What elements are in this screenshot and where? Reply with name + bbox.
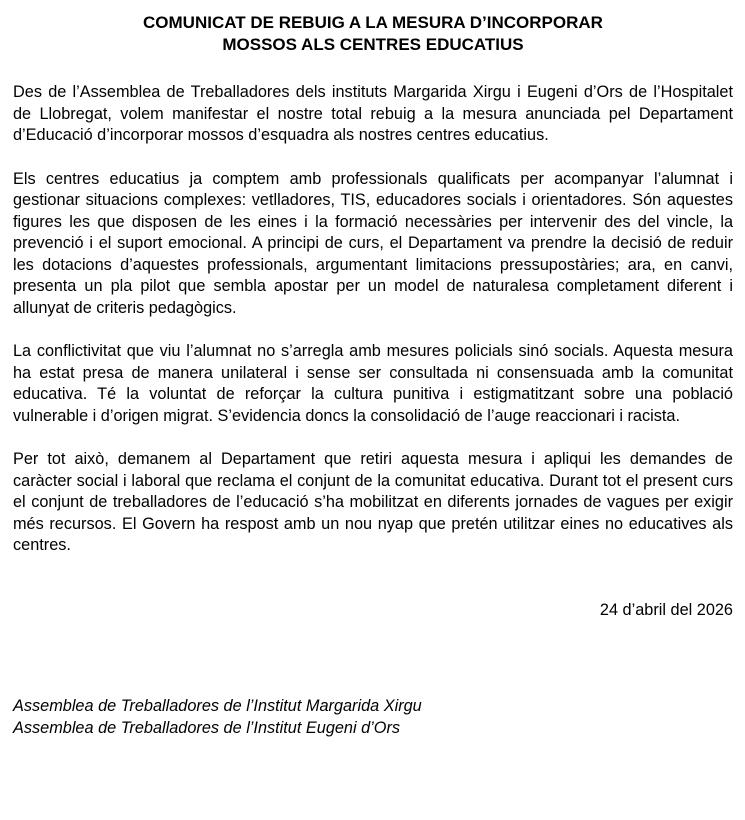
signatures-block — [13, 696, 733, 739]
title-line-1: COMUNICAT DE REBUIG A LA MESURA D’INCORPORAR — [143, 13, 603, 32]
signature-margarida-xirgu: Assemblea de Treballadores de l’Institut Margarida Xirgu — [13, 697, 422, 715]
paragraph-3: La conflictivitat que viu l’alumnat no s’arregla amb mesures policials sinó socials. Aquesta mesura ha estat presa de manera unilateral i sense ser consultada ni consensuada amb la comunitat educativa. Té la voluntat de reforçar la cultura punitiva i estigmatitzant sobre una població vulnerable i d’origen migrat. S’evidencia doncs la consolidació de l’auge reaccionari i racista. — [13, 342, 733, 425]
title-line-2: MOSSOS ALS CENTRES EDUCATIUS — [222, 35, 524, 54]
document-date: 24 d’abril del 2026 — [599, 600, 733, 619]
signature-eugeni-dors: Assemblea de Treballadores de l’Institut Eugeni d’Ors — [13, 718, 401, 737]
paragraph-4: Per tot això, demanem al Departament que retiri aquesta mesura i apliqui les demandes de caràcter social i laboral que reclama el conjunt de la comunitat educativa. Durant tot el present curs el conjunt de treballadores de l’educació s’ha mobilitzat en diferents jornades de vagues per exigir més recursos. El Govern ha respost amb un nou nyap que pretén utilitzar eines no educatives als centres. — [13, 450, 733, 554]
document-title — [13, 12, 733, 56]
paragraph-2: Els centres educatius ja comptem amb professionals qualificats per acompanyar l’alumnat i gestionar situacions complexes: vetlladores, TIS, educadores socials i orientadores. Són aquestes figures les que disposen de les eines i la formació necessàries per intervenir des del vincle, la prevenció i el suport emocional. A principi de curs, el Departament va prendre la decisió de reduir les dotacions d’aquestes professionals, argumentant limitacions pressupostàries; ara, en canvi, presenta un pla pilot que sembla apostar per un model de naturalesa completament diferent i allunyat de criteris pedagògics. — [13, 169, 733, 317]
paragraph-1: Des de l’Assemblea de Treballadores dels instituts Margarida Xirgu i Eugeni d’Ors de l’Hospitalet de Llobregat, volem manifestar el nostre total rebuig a la mesura anunciada pel Departament d’Educació d’incorporar mossos d’esquadra als nostres centres educatius. — [13, 83, 733, 144]
